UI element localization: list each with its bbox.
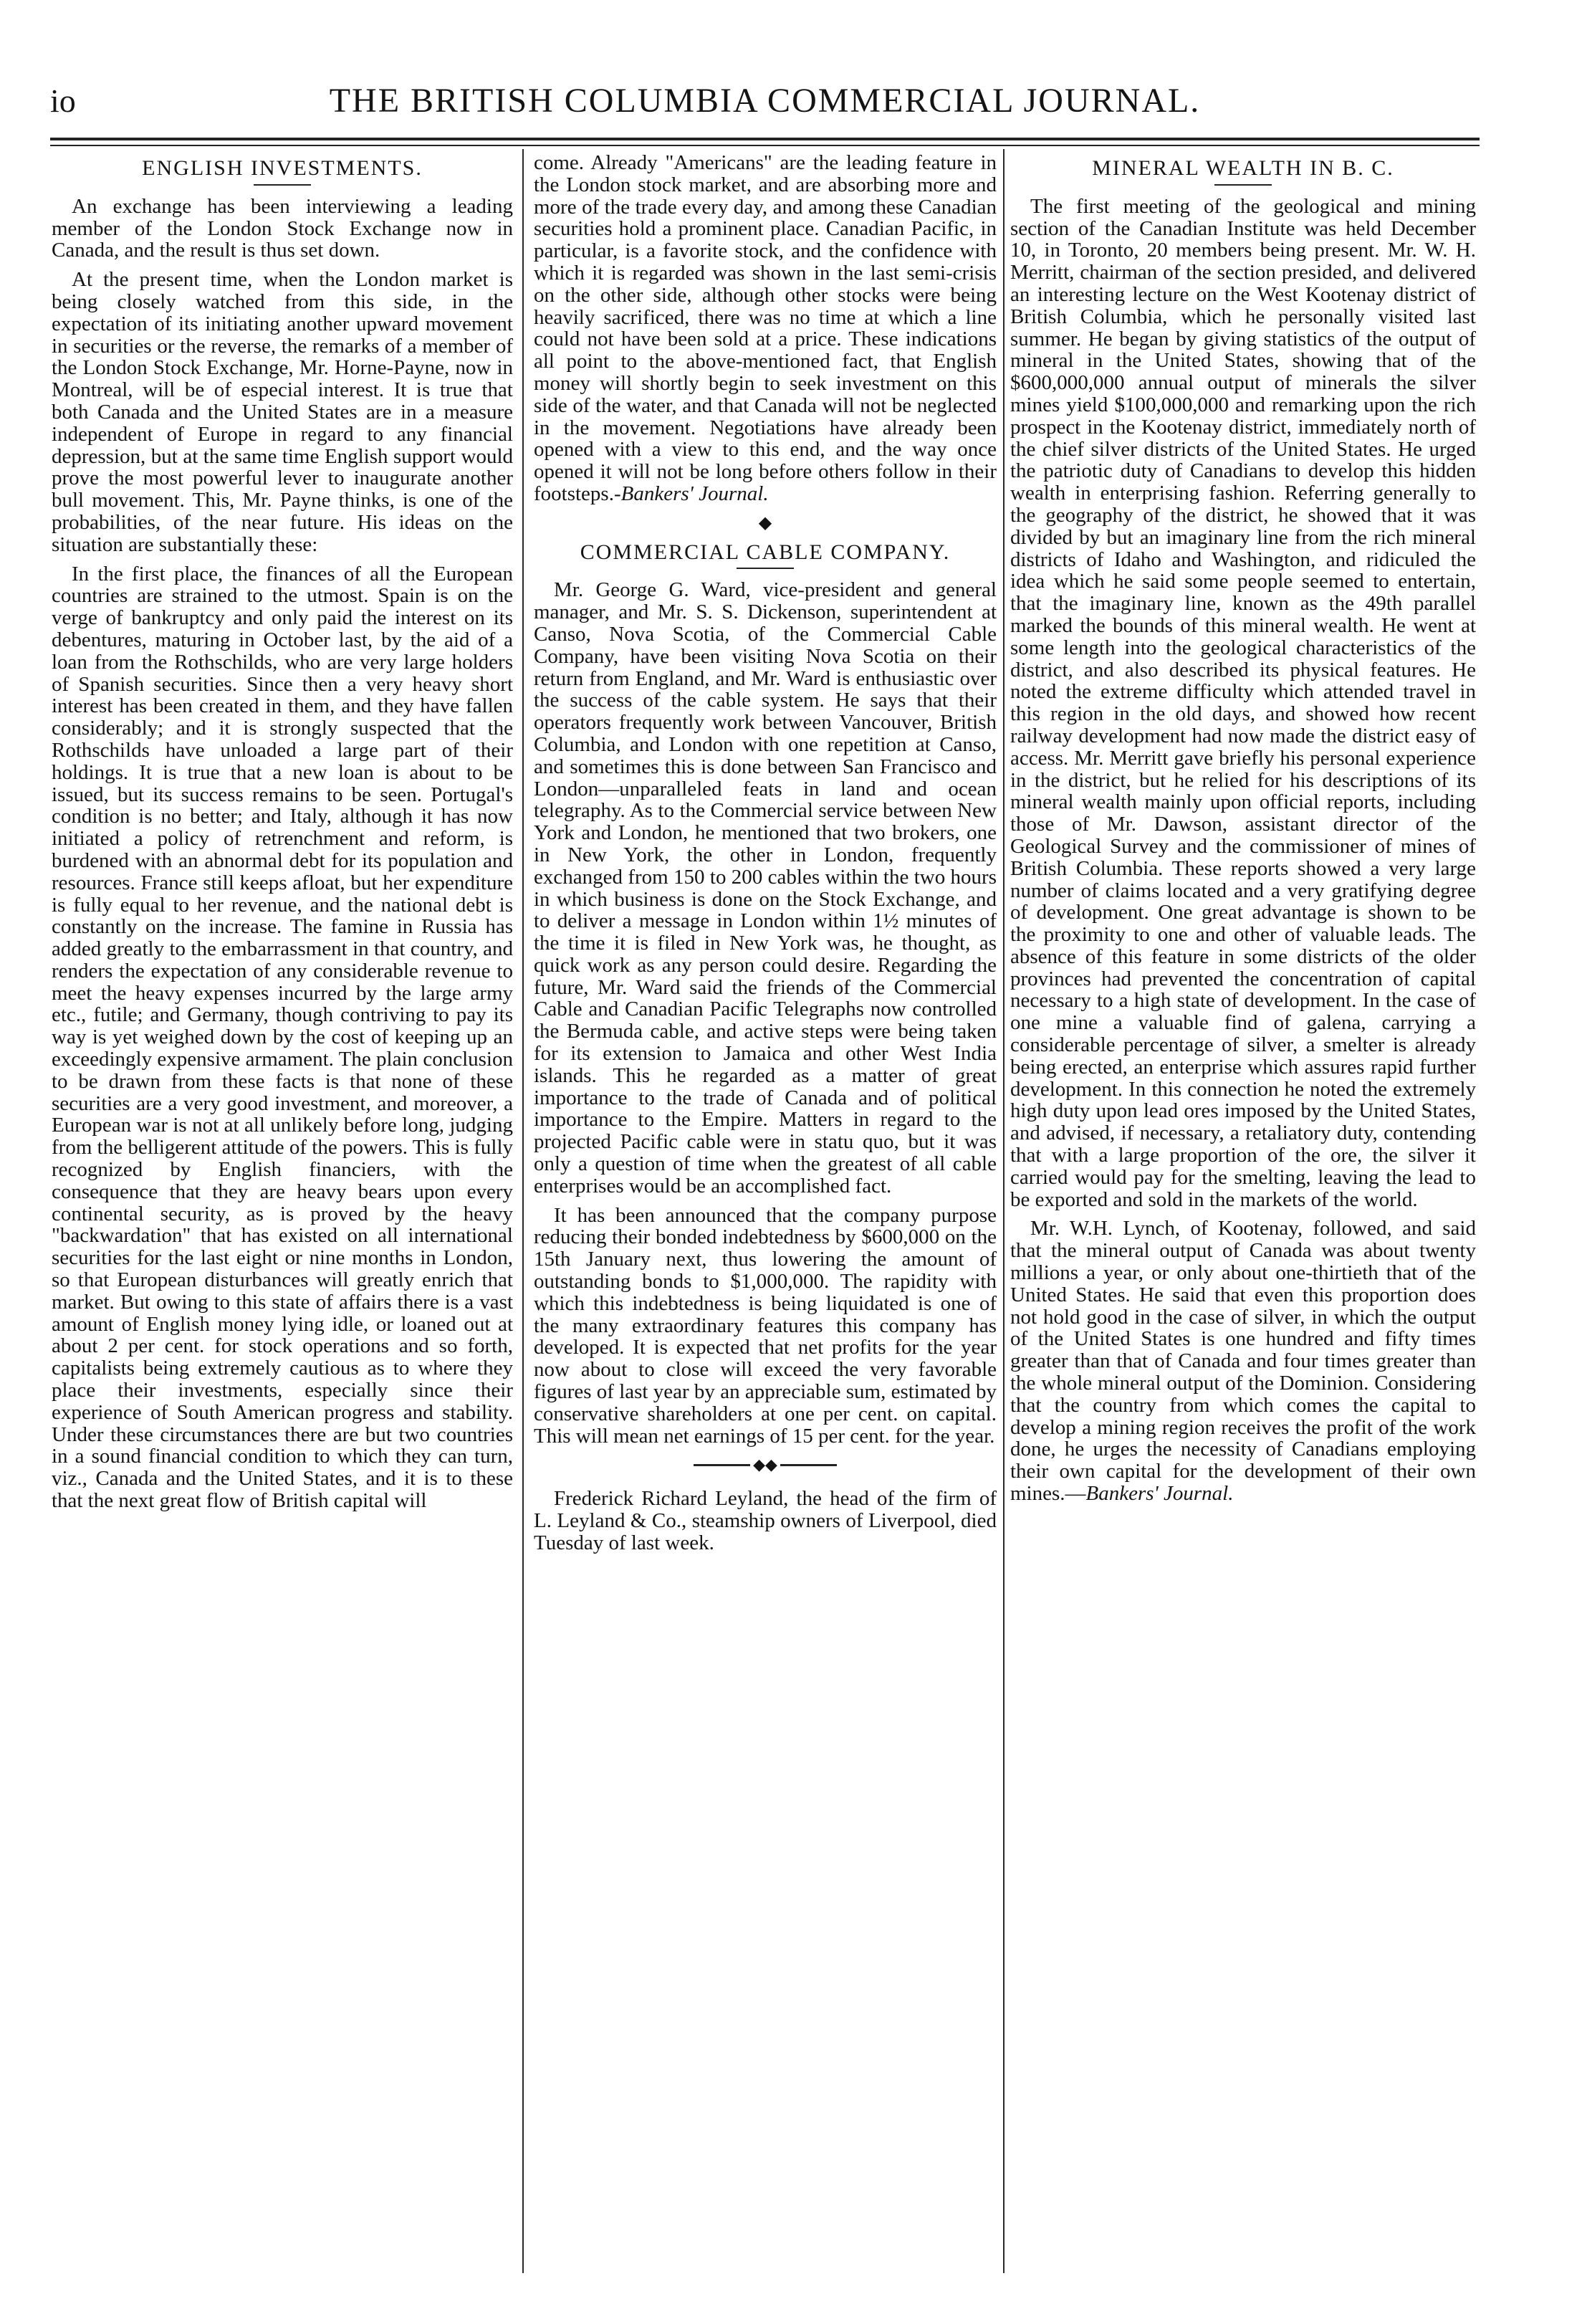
article-paragraph: At the present time, when the London market is being closely watched from this side, in the expectation of its initiating another upward movement in securities or the reverse, the remarks of a member of the London Stock Exchange, Mr. Horne-Payne, now in Montreal, will be of especial interest. It is true that both Canada and the United States are in a measure independent of Europe in regard to any financial depression, but at the same time English support would prove the most powerful lever to inaugurate another bull movement. This, Mr. Payne thinks, is one of the probabilities, of the near future. His ideas on the situation are substantially these: [52,268,513,556]
ornament-line [694,1464,750,1466]
ornament-rule [694,1454,837,1476]
column-3 [1010,152,1476,2273]
header-rule [50,138,1480,140]
column-divider [522,149,524,2273]
continuation-text: come. Already "Americans" are the leading feature in the London stock market, and are absorbing more and more of the trade every day, and among these Canadian securities hold a prominent place. Canadian Pacific, in particular, is a favorite stock, and the confidence with which it is regarded was shown in the last semi-crisis on the other side, although other stocks were being heavily sacrificed, there was no time at which a line could not have been sold at a price. These indications all point to the above-mentioned fact, that English money will shortly begin to seek investment on this side of the water, and that Canada will not be neglected in the movement. Negotiations have already been opened with a view to this end, and the way once opened it will not be long before others follow in their footsteps.- [534,152,997,505]
article-paragraph [1010,1218,1476,1504]
heading-dash [737,568,794,569]
masthead [50,72,1480,129]
page-number: io [50,82,76,119]
article-paragraph: Mr. George G. Ward, vice-president and general manager, and Mr. S. S. Dickenson, superintendent at Canso, Nova Scotia, of the Commercial Cable Company, have been visiting Nova Scotia on their return from England, and Mr. Ward is enthusiastic over the success of the cable system. He says that their operators frequently work between Vancouver, British Columbia, and London with one repetition at Canso, and sometimes this is done between San Francisco and London—unparalleled feats in land and ocean telegraphy. As to the Commercial service between New York and London, he mentioned that two brokers, one in New York, the other in London, frequently exchanged from 150 to 200 cables within the two hours in which business is done on the Stock Exchange, and to deliver a message in London within 1½ minutes of the time it is filed in New York was, he thought, as quick work as any person could desire. Regarding the future, Mr. Ward said the friends of the Commercial Cable and Canadian Pacific Telegraphs now controlled the Bermuda cable, and active steps were being taken for its extension to Jamaica and other West India islands. This he regarded as a matter of great importance to the trade of Canada and of political importance to the Empire. Matters in regard to the projected Pacific cable were in statu quo, but it was only a question of time when the greatest of all cable enterprises would be an accomplished fact. [534,578,997,1197]
article-paragraph: In the first place, the finances of all the European countries are strained to the utmost. Spain is on the verge of bankruptcy and only paid the interest on its debentures, maturing in October last, by the aid of a loan from the Rothschilds, who are very large holders of Spanish securities. Since then a very heavy short interest has been created in them, and they have fallen considerably; and it is strongly suspected that the Rothschilds have unloaded a large part of their holdings. It is true that a new loan is about to be issued, but its success remains to be seen. Portugal's condition is no better; and Italy, although it has now initiated a policy of retrenchment and reform, is burdened with an abnormal debt for its population and resources. France still keeps afloat, but her expenditure is fully equal to her revenue, and the national debt is constantly on the increase. The famine in Russia has added greatly to the embarrassment in that country, and renders the expectation of any considerable revenue to meet the heavy expenses incurred by the large army etc., futile; and Germany, though contriving to pay its way is yet weighed down by the cost of keeping up an exceedingly expensive armament. The plain conclusion to be drawn from these facts is that none of these securities are a very good investment, and moreover, a European war is not at all unlikely before long, judging from the belligerent attitude of the powers. This is fully recognized by English financiers, with the consequence that they are heavy bears upon every continental security, as is proved by the heavy "backwardation" that has existed on all international securities for the last eight or nine months in London, so that European disturbances will greatly enrich that market. But owing to this state of affairs there is a vast amount of English money lying idle, or loaned out at about 2 per cent. for stock operations and so forth, capitalists being extremely cautious as to where they place their investments, especially since their experience of South American progress and stability. Under these circumstances there are but two countries in a sound financial condition to which they can turn, viz., Canada and the United States, and it is to these that the next great flow of British capital will [52,562,513,1513]
diamond-separator: ◆ [758,513,772,532]
article-heading-mineral-wealth: MINERAL WEALTH IN B. C. [1092,156,1394,180]
ornament-line [780,1464,837,1466]
article-source: Bankers' Journal. [1085,1482,1234,1506]
article-paragraph: It has been announced that the company purpose reducing their bonded indebtedness by $600,000 on the 15th January next, thus lowering the amount of outstanding bonds to $1,000,000. The rapidity with which this indebtedness is being liquidated is one of the many extraordinary features this company has developed. It is expected that net profits for the year now about to close will exceed the very favorable figures of last year by an appreciable sum, estimated by conservative shareholders at one per cent. on capital. This will mean net earnings of 15 per cent. for the year. [534,1203,997,1448]
column-1 [52,152,513,2273]
article-paragraph: An exchange has been interviewing a leading member of the London Stock Exchange now in Canada, and the result is thus set down. [52,194,513,262]
article-paragraph: The first meeting of the geological and mining section of the Canadian Institute was held December 10, in Toronto, 20 members being present. Mr. W. H. Merritt, chairman of the section presided, and delivered an interesting lecture on the West Kootenay district of British Columbia, which he personally visited last summer. He began by giving statistics of the output of mineral in the United States, showing that of the $600,000,000 annual output of minerals the silver mines yield $100,000,000 and remarking upon the rich prospect in the Kootenay district, immediately north of the chief silver districts of the United States. He urged the patriotic duty of Canadians to develop this hidden wealth in enterprising fashion. Referring generally to the geography of the district, he showed that it was divided by but an imaginary line from the rich mineral districts of Idaho and Washington, and ridiculed the idea which he said some people seemed to entertain, that the imaginary line, known as the 49th parallel marked the bounds of this mineral wealth. He went at some length into the geological characteristics of the district, and also described its physical features. He noted the extreme difficulty which attended travel in this region in the old days, and showed how recent railway development had now made the district easy of access. Mr. Merritt gave briefly his personal experience in the district, but he relied for his descriptions of its mineral wealth mainly upon official reports, including those of Mr. Dawson, assistant director of the Geological Survey and the commissioner of mines of British Columbia. These reports showed a very large number of claims located and a very gratifying degree of development. One great advantage is shown to be the proximity to one and other of valuable leads. The absence of this feature in some districts of the older provinces had prevented the concentration of capital necessary to a high state of development. In the case of one mine a valuable find of galena, carrying a considerable percentage of silver, a smelter is already being erected, an enterprise which assures rapid further development. In this connection he noted the extremely high duty upon lead ores imposed by the United States, and advised, if necessary, a retaliatory duty, contending that with a large proportion of the ore, the silver it carried would pay for the smelting, leaving the lead to be exported and sold in the markets of the world. [1010,194,1476,1211]
journal-title: THE BRITISH COLUMBIA COMMERCIAL JOURNAL. [329,81,1201,120]
heading-dash [1214,184,1272,186]
header-rule-thin [50,145,1480,146]
article-heading-english-investments: ENGLISH INVESTMENTS. [142,156,423,180]
article-source: Bankers' Journal. [620,482,769,505]
leyland-notice: Frederick Richard Leyland, the head of the firm of L. Leyland & Co., steamship owners of Liverpool, died Tuesday of last week. [534,1487,997,1554]
article-continuation [534,152,997,505]
heading-dash [254,184,311,186]
column-2 [534,152,997,2273]
article-paragraph-text: Mr. W.H. Lynch, of Kootenay, followed, and said that the mineral output of Canada was about twenty millions a year, or only about one-thirtieth that of the United States. He said that even this proportion does not hold good in the case of silver, in which the output of the United States is one hundred and fifty times greater than that of Canada and four times greater than the whole mineral output of the Dominion. Considering that the country from which comes the capital to develop a mining region receives the profit of the work done, he urges the necessity of Canadians employing their own capital for the development of their own mines.— [1010,1217,1476,1506]
ornament-diamonds: ◆◆ [753,1455,777,1474]
column-divider [1003,149,1005,2273]
article-heading-commercial-cable: COMMERCIAL CABLE COMPANY. [580,540,951,564]
